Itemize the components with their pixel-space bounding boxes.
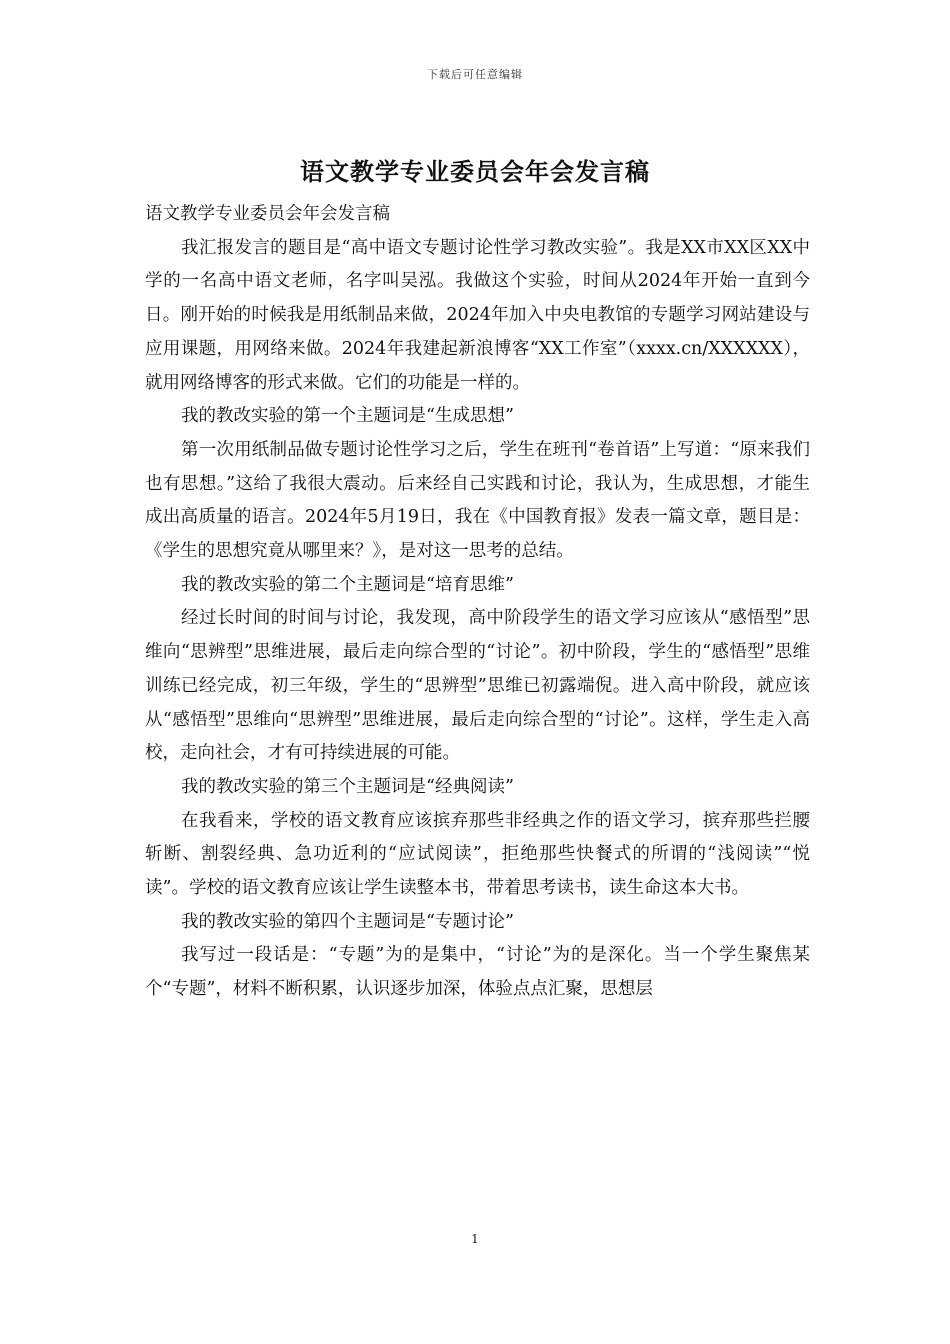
body-paragraph: 第一次用纸制品做专题讨论性学习之后，学生在班刊“卷首语”上写道：“原来我们也有思想。”这给了我很大震动。后来经自己实践和讨论，我认为，生成思想，才能生成出高质量的语言。2024年5月19日，我在《中国教育报》发表一篇文章，题目是：《学生的思想究竟从哪里来？》，是对这一思考的总结。 (145, 439, 810, 562)
body-paragraph: 语文教学专业委员会年会发言稿 (145, 204, 390, 224)
section-heading-paragraph: 我的教改实验的第二个主题词是“培育思维” (181, 574, 514, 595)
section-heading-paragraph: 我的教改实验的第三个主题词是“经典阅读” (181, 776, 514, 797)
page-header-note: 下载后可任意编辑 (427, 68, 523, 81)
page-number: 1 (471, 1232, 479, 1246)
body-paragraph: 我写过一段话是：“专题”为的是集中，“讨论”为的是深化。当一个学生聚焦某个“专题”，材料不断积累，认识逐步加深，体验点点汇聚，思想层 (145, 945, 810, 1000)
document-body (145, 198, 810, 1007)
section-heading-paragraph: 我的教改实验的第四个主题词是“专题讨论” (181, 911, 514, 932)
body-paragraph: 在我看来，学校的语文教育应该摈弃那些非经典之作的语文学习，摈弃那些拦腰斩断、割裂经典、急功近利的“应试阅读”，拒绝那些快餐式的所谓的“浅阅读”“悦读”。学校的语文教育应该让学生读整本书，带着思考读书，读生命这本大书。 (145, 810, 810, 899)
document-title: 语文教学专业委员会年会发言稿 (300, 157, 650, 186)
body-paragraph: 经过长时间的时间与讨论，我发现，高中阶段学生的语文学习应该从“感悟型”思维向“思辨型”思维进展，最后走向综合型的“讨论”。初中阶段，学生的“感悟型”思维训练已经完成，初三年级，学生的“思辨型”思维已初露端倪。进入高中阶段，就应该从“感悟型”思维向“思辨型”思维进展，最后走向综合型的“讨论”。这样，学生走入高校，走向社会，才有可持续进展的可能。 (145, 608, 810, 764)
section-heading-paragraph: 我的教改实验的第一个主题词是“生成思想” (181, 406, 514, 427)
body-paragraph: 我汇报发言的题目是“高中语文专题讨论性学习教改实验”。我是XX市XX区XX中学的一名高中语文老师，名字叫吴泓。我做这个实验，时间从2024年开始一直到今日。刚开始的时候我是用纸制品来做，2024年加入中央电教馆的专题学习网站建设与应用课题，用网络来做。2024年我建起新浪博客“XX工作室”（xxxx.cn/XXXXXX），就用网络博客的形式来做。它们的功能是一样的。 (145, 237, 810, 393)
